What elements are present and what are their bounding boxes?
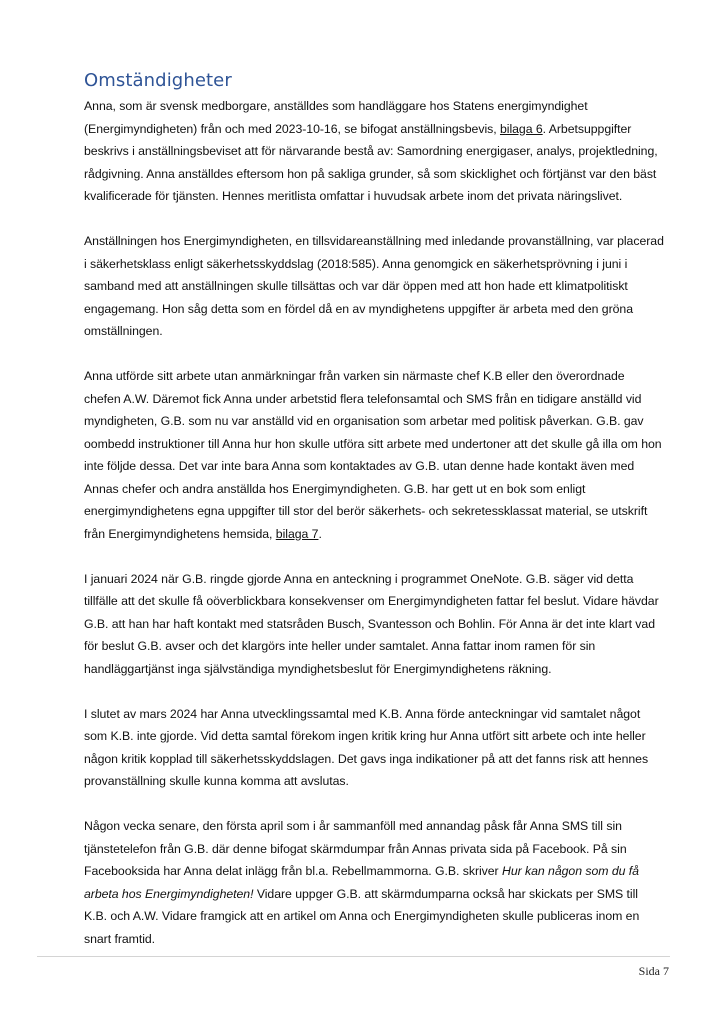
section-heading: Omständigheter	[84, 70, 232, 91]
link-bilaga-6[interactable]: bilaga 6	[499, 121, 543, 136]
text-segment: I januari 2024 när G.B. ringde gjorde Anna en anteckning i programmet OneNote. G.B. säger vid detta tillfälle att det skulle få oöverblickbara konsekvenser om Energimyndigheten fattar fel beslut. Vidare hävdar G.B. att han har haft kontakt med statsråden Busch, Svantesson och Bohlin. För Anna är det inte klart vad för beslut G.B. avser och det klargörs inte heller under samtalet. Anna fattar inom ramen för sin handläggartjänst inga självständiga myndighetsbeslut för Energimyndighetens räkning.	[84, 571, 659, 676]
text-segment: I slutet av mars 2024 har Anna utvecklingssamtal med K.B. Anna förde anteckningar vid samtalet något som K.B. inte gjorde. Vid detta samtal förekom ingen kritik kring hur Anna utfört sitt arbete och inte heller någon kritik kopplad till säkerhetsskyddslagen. Det gavs inga indikationer på att det fanns risk att hennes provanställning skulle kunna komma att avslutas.	[84, 706, 649, 788]
text-segment: . Arbetsuppgifter beskrivs i anställningsbeviset att för närvarande bestå av: Samordning energigaser, analys, projektledning, rådgivning. Anna anställdes eftersom hon på sakliga grunder, så som skicklighet och förtjänst var den bäst kvalificerade för tjänsten. Hennes meritlista omfattar i huvudsak arbete inom det privata näringslivet.	[84, 121, 658, 203]
paragraph-security-clearance	[84, 230, 664, 343]
link-bilaga-7[interactable]: bilaga 7	[275, 526, 319, 541]
paragraph-contacts	[84, 365, 664, 545]
paragraph-employment	[84, 95, 664, 208]
paragraph-development-talk	[84, 703, 664, 793]
text-segment: Vidare uppger G.B. att skärmdumparna också har skickats per SMS till K.B. och A.W. Vidare framgick att en artikel om Anna och Energimyndigheten skulle publiceras inom en snart framtid.	[84, 886, 640, 946]
page-number: Sida 7	[638, 964, 669, 978]
text-segment: Någon vecka senare, den första april som i år sammanföll med annandag påsk får Anna SMS till sin tjänstetelefon från G.B. där denne bifogat skärmdumpar från Annas privata sida på Facebook. På sin Facebooksida har Anna delat inlägg från bl.a. Rebellmammorna. G.B. skriver	[84, 819, 627, 878]
text-segment: .	[318, 526, 322, 541]
document-body	[84, 68, 664, 973]
text-segment: Anställningen hos Energimyndigheten, en tillsvidareanställning med inledande provanställning, var placerad i säkerhetsklass enligt säkerhetsskyddslag (2018:585). Anna genomgick en säkerhetsprövning i juni i samband med att anställningen skulle tillsättas och var där öppen med att hon hade ett klimatpolitiskt engagemang. Hon såg detta som en fördel då en av myndighetens uppgifter är arbeta med den gröna omställningen.	[84, 234, 664, 338]
text-segment: Anna utförde sitt arbete utan anmärkningar från varken sin närmaste chef K.B eller den överordnade chefen A.W. Däremot fick Anna under arbetstid flera telefonsamtal och SMS från en tidigare anställd vid myndigheten, G.B. som nu var anställd vid en organisation som arbetar med politisk påverkan. G.B. gav oombedd instruktioner till Anna hur hon skulle utföra sitt arbete med undertoner att det skulle gå illa om hon inte följde dessa. Det var inte bara Anna som kontaktades av G.B. utan denne hade kontakt även med Annas chefer och andra anställda hos Energimyndigheten. G.B. har gett ut en bok som enligt energimyndighetens egna uppgifter till stor del berör säkerhets- och sekretessklassat material, se utskrift från Energimyndighetens hemsida,	[84, 369, 662, 541]
footer-divider	[37, 956, 670, 957]
paragraph-january-call	[84, 568, 664, 681]
paragraph-sms-screenshots	[84, 815, 664, 950]
text-segment: Anna, som är svensk medborgare, anställdes som handläggare hos Statens energimyndighet (Energimyndigheten) från och med 2023-10-16, se bifogat anställningsbevis,	[84, 99, 588, 136]
quote-italic: Hur kan någon som du få arbeta hos Energimyndigheten!	[84, 864, 639, 901]
